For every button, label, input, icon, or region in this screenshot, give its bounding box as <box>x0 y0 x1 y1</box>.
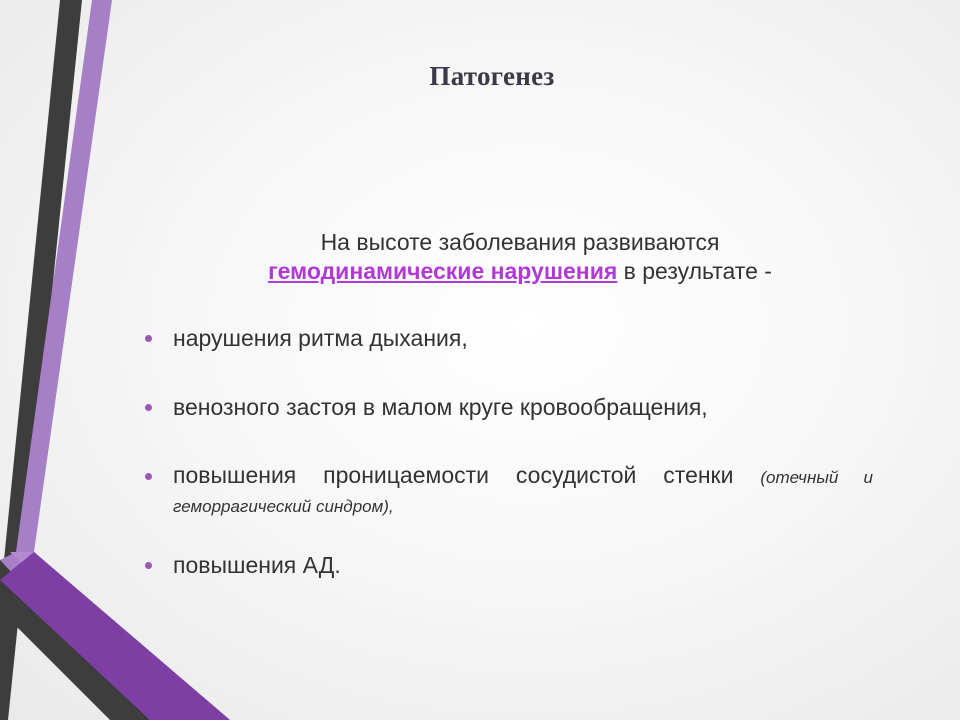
intro-paragraph <box>200 228 840 286</box>
intro-tail-text: в результате - <box>623 258 772 284</box>
bullet-dot-icon <box>145 562 152 569</box>
list-item-note: (отечный и геморрагический синдром), <box>173 468 873 516</box>
highlighted-term: гемодинамические нарушения <box>268 258 618 284</box>
bullet-dot-icon <box>145 473 152 480</box>
slide-title: Патогенез <box>429 61 555 91</box>
list-item-text: повышения АД. <box>173 552 341 578</box>
list-item-text-with-note <box>173 462 873 520</box>
bullet-dot-icon <box>145 335 152 342</box>
list-item-text: повышения проницаемости сосудистой стенки <box>173 462 734 488</box>
list-item-text: нарушения ритма дыхания, <box>173 325 468 351</box>
list-item-text: венозного застоя в малом круге кровообращения, <box>173 394 708 420</box>
intro-lead-text: На высоте заболевания развиваются <box>320 229 720 255</box>
bullet-dot-icon <box>145 404 152 411</box>
